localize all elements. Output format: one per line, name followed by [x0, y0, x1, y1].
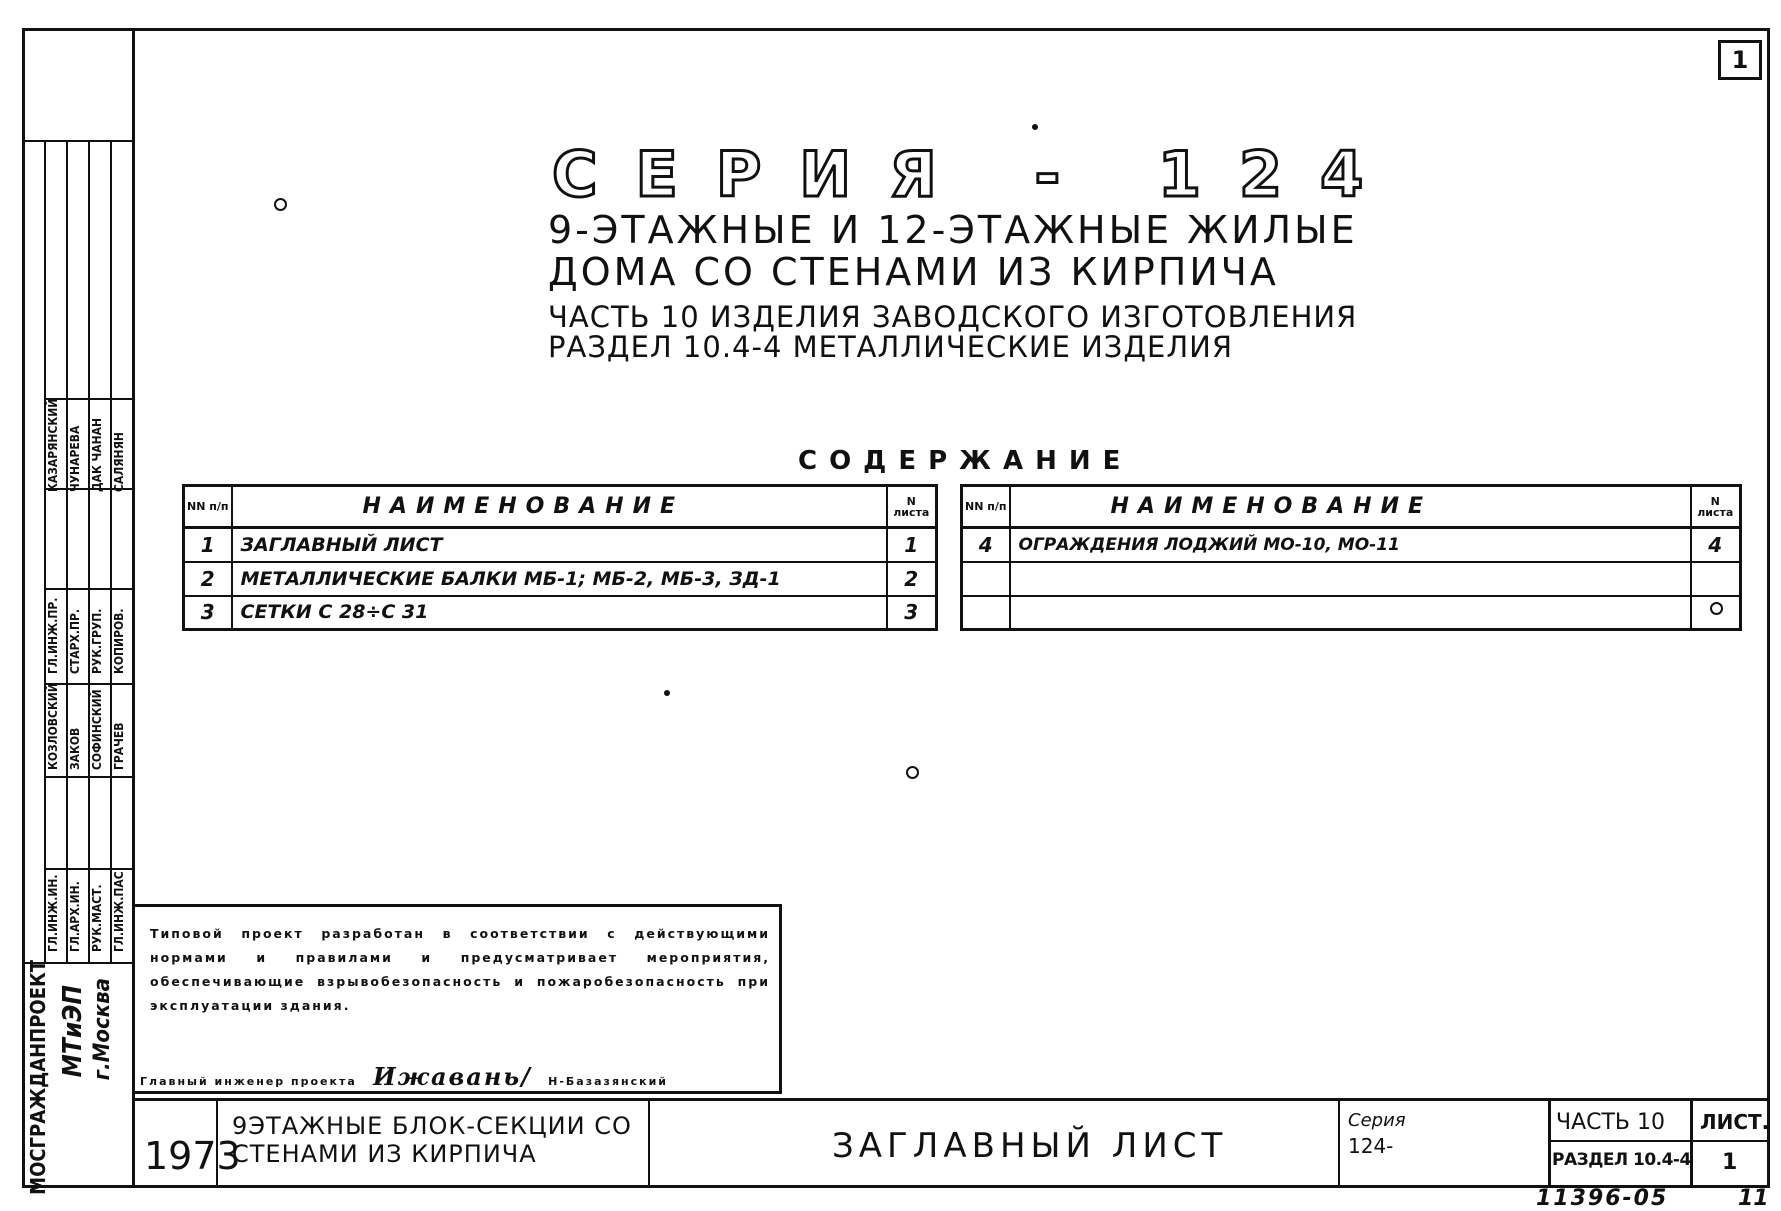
speck	[274, 198, 287, 211]
header-name: НАИМЕНОВАНИЕ	[1010, 486, 1691, 528]
title-block-top-line	[132, 1098, 1770, 1101]
section-number: РАЗДЕЛ 10.4-4	[1552, 1150, 1691, 1170]
speck	[664, 690, 670, 696]
archive-sheet: 11	[1738, 1186, 1769, 1211]
title-line-2: ДОМА СО СТЕНАМИ ИЗ КИРПИЧА	[548, 250, 1279, 294]
stamp-role-4: ГЛ.ИНЖ.ПАС	[112, 871, 126, 952]
stamp-name2-1: КАЗАРЯНСКИЙ	[46, 398, 60, 492]
part-number: ЧАСТЬ 10	[1556, 1110, 1666, 1135]
series-heading: СЕРИЯ - 124	[552, 138, 1402, 211]
stamp-name-1: КОЗЛОВСКИЙ	[46, 683, 60, 770]
row-sheet: 3	[887, 596, 937, 630]
project-name	[232, 1112, 632, 1168]
stamp-name2-4: САЛЯНЯН	[112, 432, 126, 492]
signature: Ижавань/	[362, 1062, 543, 1091]
row-num: 3	[184, 596, 232, 630]
table-row	[962, 562, 1741, 596]
series-value: 124-	[1348, 1134, 1394, 1158]
stamp-name2-3: ДАК ЧАНАН	[90, 417, 104, 492]
title-line-3: ЧАСТЬ 10 ИЗДЕЛИЯ ЗАВОДСКОГО ИЗГОТОВЛЕНИЯ	[548, 300, 1358, 334]
header-sheet: N листа	[1691, 486, 1741, 528]
stamp-name-3: СОФИНСКИЙ	[90, 689, 104, 770]
year: 1973	[144, 1134, 241, 1178]
header-num: NN п/п	[962, 486, 1010, 528]
speck	[1032, 124, 1038, 130]
row-num: 4	[962, 528, 1010, 562]
table-row	[962, 596, 1741, 630]
org-institute: МТиЭП	[58, 985, 88, 1078]
title-line-1: 9-ЭТАЖНЫЕ И 12-ЭТАЖНЫЕ ЖИЛЫЕ	[548, 208, 1358, 252]
row-name	[1010, 562, 1691, 596]
stamp-role-2: ГЛ.АРХ.ИН.	[68, 881, 82, 952]
project-line-2: СТЕНАМИ ИЗ КИРПИЧА	[232, 1140, 537, 1168]
contents-title: СОДЕРЖАНИЕ	[798, 446, 1133, 476]
sheet-number: 1	[1731, 46, 1749, 74]
series-label: Серия	[1348, 1110, 1406, 1131]
table-row	[184, 528, 937, 562]
stamp-role-1: ГЛ.ИНЖ.ИН.	[46, 874, 60, 952]
sheet-label: ЛИСТ.	[1700, 1110, 1770, 1134]
table-row	[184, 562, 937, 596]
chief-name: Н-Базазянский	[548, 1075, 669, 1088]
contents-table-right	[960, 484, 1742, 631]
row-num	[962, 562, 1010, 596]
header-sheet: N листа	[887, 486, 937, 528]
stamp-role2-1: ГЛ.ИНЖ.ПР.	[46, 597, 60, 674]
sheet-value: 1	[1722, 1150, 1738, 1175]
table-row	[184, 596, 937, 630]
stamp-role2-3: РУК.ГРУП.	[90, 608, 104, 674]
row-num: 1	[184, 528, 232, 562]
speck	[1710, 602, 1723, 615]
stamp-name-4: ГРАЧЕВ	[112, 722, 126, 770]
sheet-title: ЗАГЛАВНЫЙ ЛИСТ	[832, 1126, 1228, 1166]
row-name: ЗАГЛАВНЫЙ ЛИСТ	[232, 528, 887, 562]
stamp-name2-2: ЧУНАРЕВА	[68, 425, 82, 492]
row-sheet: 2	[887, 562, 937, 596]
org-city: г.Москва	[90, 978, 115, 1081]
row-name: ОГРАЖДЕНИЯ ЛОДЖИЙ МО-10, МО-11	[1010, 528, 1691, 562]
speck	[906, 766, 919, 779]
header-name: НАИМЕНОВАНИЕ	[232, 486, 887, 528]
note-text: Типовой проект разработан в соответствии с действующими нормами и правилами и предусматривает мероприятия, обеспечивающие взрывобезопасность и пожаробезопасность при эксплуатации здания.	[150, 926, 770, 1013]
stamp-role2-2: СТАРХ.ПР.	[68, 608, 82, 674]
sheet-number-box	[1718, 40, 1762, 80]
project-line-1: 9ЭТАЖНЫЕ БЛОК-СЕКЦИИ СО	[232, 1112, 632, 1140]
stamp-role2-4: КОПИРОВ.	[112, 608, 126, 674]
row-num: 2	[184, 562, 232, 596]
header-num: NN п/п	[184, 486, 232, 528]
stamp-name-2: ЗАКОВ	[68, 727, 82, 770]
row-sheet	[1691, 562, 1741, 596]
org-name: МОСГРАЖДАНПРОЕКТ	[26, 960, 50, 1195]
row-name: СЕТКИ С 28÷С 31	[232, 596, 887, 630]
row-name: МЕТАЛЛИЧЕСКИЕ БАЛКИ МБ-1; МБ-2, МБ-3, ЗД-1	[232, 562, 887, 596]
row-name	[1010, 596, 1691, 630]
table-row	[962, 528, 1741, 562]
row-num	[962, 596, 1010, 630]
title-line-4: РАЗДЕЛ 10.4-4 МЕТАЛЛИЧЕСКИЕ ИЗДЕЛИЯ	[548, 330, 1234, 364]
contents-table-left	[182, 484, 938, 631]
row-sheet: 1	[887, 528, 937, 562]
archive-number: 11396-05	[1536, 1186, 1669, 1211]
chief-label: Главный инженер проекта	[140, 1075, 357, 1088]
row-sheet: 4	[1691, 528, 1741, 562]
stamp-role-3: РУК.МАСТ.	[90, 884, 104, 952]
chief-engineer-line	[140, 1062, 668, 1091]
